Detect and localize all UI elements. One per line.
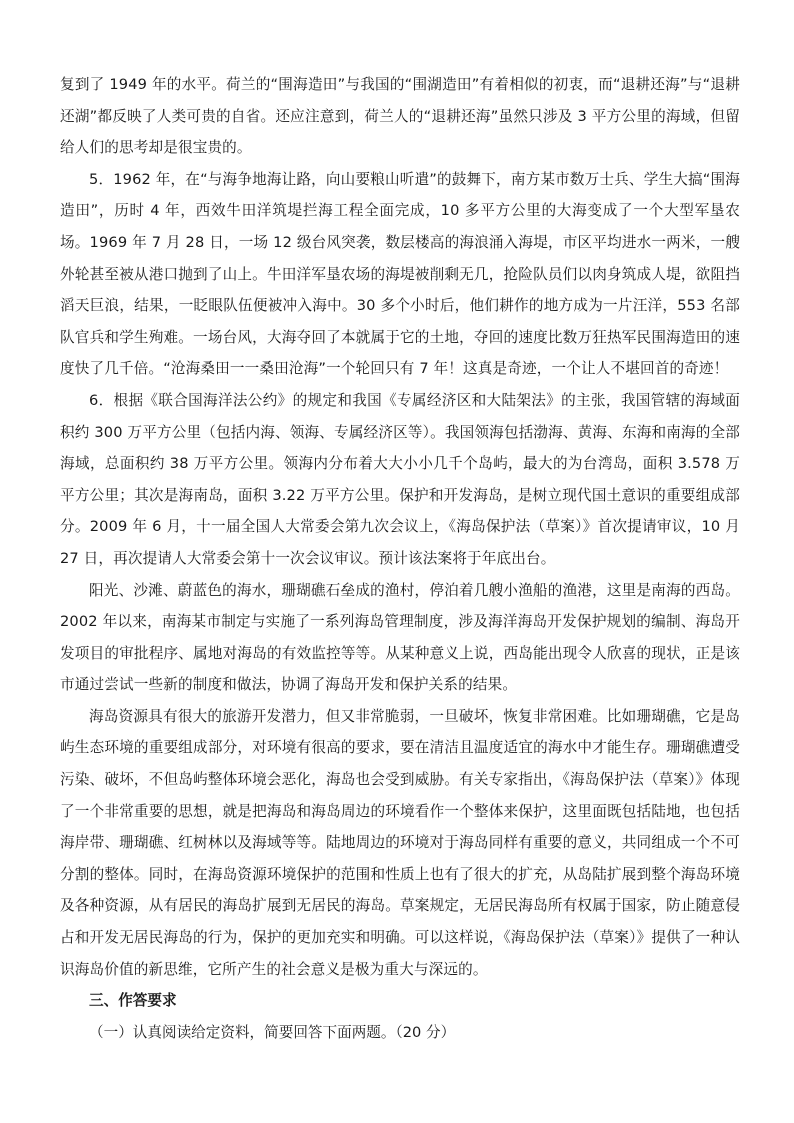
paragraph-item-5: 5．1962 年，在“与海争地海让路，向山要粮山听遣”的鼓舞下，南方某市数万士兵、学生大搞“围海造田”，历时 4 年，西效牛田洋筑堤拦海工程全面完成，10 多平方公里的大海变成了一个大型军垦农场。1969 年 7 月 28 日，一场 12 级台风突袭，数层楼高的海浪涌入海堤，市区平均进水一两米，一艘外轮甚至被从港口抛到了山上。牛田洋军垦农场的海堤被削剩无几，抢险队员们以肉身筑成人堤，欲阻挡滔天巨浪，结果，一眨眼队伍便被冲入海中。30 多个小时后，他们耕作的地方成为一片汪洋，553 名部队官兵和学生殉难。一场台风，大海夺回了本就属于它的土地，夺回的速度比数万狂热军民围海造田的速度快了几千倍。“沧海桑田一一桑田沧海”一个轮回只有 7 年！这真是奇迹，一个让人不堪回首的奇迹！ — [60, 170, 740, 378]
paragraph-continuation: 复到了 1949 年的水平。荷兰的“围海造田”与我国的“围湖造田”有着相似的初衷，而“退耕还海”与“退耕还湖”都反映了人类可贵的自省。还应注意到，荷兰人的“退耕还海”虽然只涉及 3 平方公里的海域，但留给人们的思考却是很宝贵的。 — [60, 76, 740, 157]
paragraph-item-6: 6．根据《联合国海洋法公约》的规定和我国《专属经济区和大陆架法》的主张，我国管辖的海域面积约 300 万平方公里（包括内海、领海、专属经济区等）。我国领海包括渤海、黄海、东海和南海的全部海域，总面积约 38 万平方公里。领海内分布着大大小小几千个岛屿，最大的为台湾岛，面积 3.578 万平方公里；其次是海南岛，面积 3.22 万平方公里。保护和开发海岛，是树立现代国土意识的重要组成部分。2009 年 6 月，十一届全国人大常委会第九次会议上，《海岛保护法（草案）》首次提请审议，10 月 27 日，再次提请人大常委会第十一次会议审议。预计该法案将于年底出台。 — [60, 391, 740, 567]
task-instruction: （一）认真阅读给定资料，简要回答下面两题。（20 分） — [89, 1023, 456, 1041]
paragraph-island-resources: 海岛资源具有很大的旅游开发潜力，但又非常脆弱，一旦破坏，恢复非常困难。比如珊瑚礁，它是岛屿生态环境的重要组成部分，对环境有很高的要求，要在清洁且温度适宜的海水中才能生存。珊瑚礁遭受污染、破坏，不但岛屿整体环境会恶化，海岛也会受到威胁。有关专家指出，《海岛保护法（草案）》体现了一个非常重要的思想，就是把海岛和海岛周边的环境看作一个整体来保护，这里面既包括陆地，也包括海岸带、珊瑚礁、红树林以及海域等等。陆地周边的环境对于海岛同样有重要的意义，共同组成一个不可分割的整体。同时，在海岛资源环境保护的范围和性质上也有了很大的扩充，从岛陆扩展到整个海岛环境及各种资源，从有居民的海岛扩展到无居民的海岛。草案规定，无居民海岛所有权属于国家，防止随意侵占和开发无居民海岛的行为，保护的更加充实和明确。可以这样说，《海岛保护法（草案）》提供了一种认识海岛价值的新思维，它所产生的社会意义是极为重大与深远的。 — [60, 707, 740, 978]
document-page — [60, 69, 740, 1048]
paragraph-xidao: 阳光、沙滩、蔚蓝色的海水，珊瑚礁石垒成的渔村，停泊着几艘小渔船的渔港，这里是南海的西岛。2002 年以来，南海某市制定与实施了一系列海岛管理制度，涉及海洋海岛开发保护规划的编制、海岛开发项目的审批程序、属地对海岛的有效监控等等。从某种意义上说，西岛能出现令人欣喜的现状，正是该市通过尝试一些新的制度和做法，协调了海岛开发和保护关系的结果。 — [60, 581, 740, 694]
section-heading: 三、作答要求 — [89, 992, 177, 1010]
